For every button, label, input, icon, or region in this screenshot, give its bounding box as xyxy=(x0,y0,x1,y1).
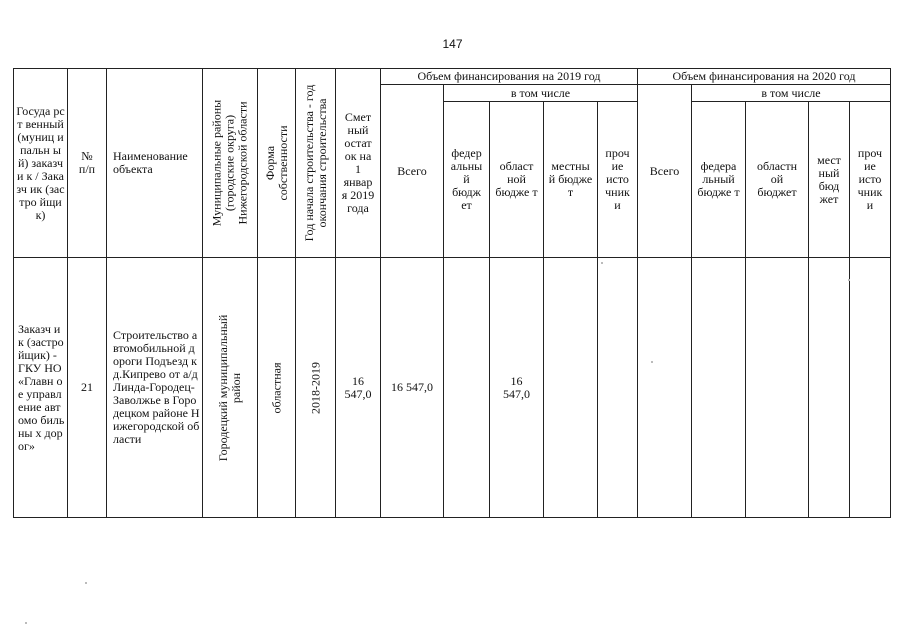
cell-regional-2020 xyxy=(745,257,809,518)
header-including-2019: в том числе xyxy=(443,84,638,102)
cell-federal-2019 xyxy=(443,257,490,518)
header-object-name: Наименование объекта xyxy=(106,68,203,258)
cell-customer: Заказч ик (застро йщик) - ГКУ НО «Главн ое управл ение автомо бильны х дорог» xyxy=(13,257,68,518)
header-total-2020: Всего xyxy=(637,84,692,258)
header-customer: Госуда рст венный (муниц ипальн ый) заказчи к / Заказч ик (застро йщик) xyxy=(13,68,68,258)
scan-speck xyxy=(601,262,603,264)
header-districts: Муниципальные районы (городские округа) Нижегородской области xyxy=(202,68,258,258)
header-local-2020: мест ный бюд жет xyxy=(808,101,850,258)
cell-other-2020 xyxy=(849,257,891,518)
header-ownership: Форма собственности xyxy=(257,68,296,258)
cell-object-name: Строительство автомобильной дороги Подъезд к д.Кипрево от а/д Линда-Городец-Заволжье в Городецком районе Нижегородской области xyxy=(106,257,203,518)
header-federal-2020: федера льный бюдже т xyxy=(691,101,746,258)
header-regional-2020: областн ой бюджет xyxy=(745,101,809,258)
cell-total-2020 xyxy=(637,257,692,518)
header-including-2020: в том числе xyxy=(691,84,891,102)
cell-district: Городецкий муниципальный район xyxy=(202,257,258,518)
header-estimate: Смет ный остат ок на 1 январ я 2019 года xyxy=(335,68,381,258)
header-number: № п/п xyxy=(67,68,107,258)
cell-other-2019 xyxy=(597,257,638,518)
header-local-2019: местны й бюдже т xyxy=(543,101,598,258)
header-other-2020: проч ие исто чник и xyxy=(849,101,891,258)
header-fin-2020: Объем финансирования на 2020 год xyxy=(637,68,891,85)
cell-years: 2018-2019 xyxy=(295,257,336,518)
scan-speck xyxy=(25,622,27,624)
page-number: 147 xyxy=(442,37,463,51)
cell-local-2020 xyxy=(808,257,850,518)
header-federal-2019: федер альны й бюдж ет xyxy=(443,101,490,258)
header-other-2019: проч ие исто чник и xyxy=(597,101,638,258)
scan-speck xyxy=(85,582,87,584)
cell-local-2019 xyxy=(543,257,598,518)
cell-number: 21 xyxy=(67,257,107,518)
scan-speck xyxy=(848,279,850,281)
cell-estimate: 16 547,0 xyxy=(335,257,381,518)
cell-ownership: областная xyxy=(257,257,296,518)
header-fin-2019: Объем финансирования на 2019 год xyxy=(380,68,638,85)
cell-federal-2020 xyxy=(691,257,746,518)
cell-regional-2019: 16 547,0 xyxy=(489,257,544,518)
scan-speck xyxy=(651,361,653,363)
cell-total-2019: 16 547,0 xyxy=(380,257,444,518)
header-total-2019: Всего xyxy=(380,84,444,258)
header-years: Год начала строительства - год окончания строительства xyxy=(295,68,336,258)
header-regional-2019: област ной бюдже т xyxy=(489,101,544,258)
